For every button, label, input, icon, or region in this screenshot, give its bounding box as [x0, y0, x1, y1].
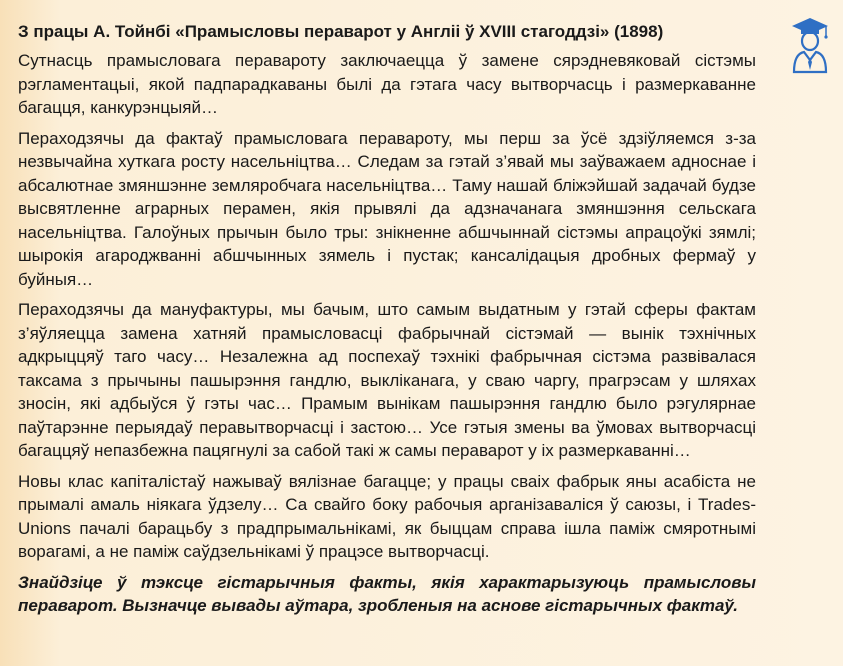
paragraph-3: Пераходзячы да мануфактуры, мы бачым, што самым выдатным у гэтай сферы фактам з’яўляецца замена хатняй прамысловасці фабрычнай сістэмай — вынік тэхнічных адкрыццяў таго часу… Незалежна ад поспехаў тэхнікі фабрычная сістэма развівалася таксама з прычыны пашырэння гандлю, выкліканага, у сваю чаргу, прагрэсам у шляхах зносін, які адбыўся ў гэты час… Прамым вынікам пашырэння гандлю было рэгулярнае паўтарэнне перыядаў перавытворчасці і застою… Усе гэтыя змены ва ўмовах вытворчасці багаццяў непазбежна пацягнулі за сабой такі ж самы пераварот у іх размеркаванні…: [18, 300, 756, 460]
graduate-student-icon: [790, 16, 830, 74]
document-body: [18, 20, 756, 625]
paragraph-4: Новы клас капіталістаў нажываў вялізнае багацце; у працы сваіх фабрык яны асабіста не прымалі амаль ніякага ўдзелу… Са свайго боку рабочыя арганізаваліся ў саюзы, і Trades-Unions пачалі барацьбу з прадпрымальнікамі, як быццам справа ішла паміж смяротнымі ворагамі, а не паміж саўдзельнікамі ў працэсе вытворчасці.: [18, 471, 756, 561]
document-title: З працы А. Тойнбі «Прамысловы пераварот у Англіі ў XVIII стагоддзі» (1898): [18, 22, 664, 41]
paragraph-1: Сутнасць прамысловага перавароту заключаецца ў замене сярэдневяковай сістэмы рэгламентацыі, якой падпарадкаваны былі да гэтага часу вытворчасць і размеркаванне багацця, канкурэнцыяй…: [18, 51, 756, 117]
task-question: Знайдзіце ў тэксце гістарычныя факты, якія характарызуюць прамысловы пераварот. Вызначце вывады аўтара, зробленыя на аснове гістарычных фактаў.: [18, 572, 756, 615]
paragraph-2: Пераходзячы да фактаў прамысловага перавароту, мы перш за ўсё здзіўляемся з-за незвычайна хуткага росту насельніцтва… Следам за гэтай з’явай мы заўважаем адноснае і абсалютнае змяншэнне земляробчага насельніцтва… Таму нашай бліжэйшай задачай будзе высвятленне аграрных перамен, якія прывялі да адзначанага змяншэння сельскага насельніцтва. Галоўных прычын было тры: знікненне абшчыннай сістэмы апрацоўкі зямлі; шырокія агароджванні абшчынных зямель і пустак; кансалідацыя дробных фермаў у буйныя…: [18, 128, 756, 289]
